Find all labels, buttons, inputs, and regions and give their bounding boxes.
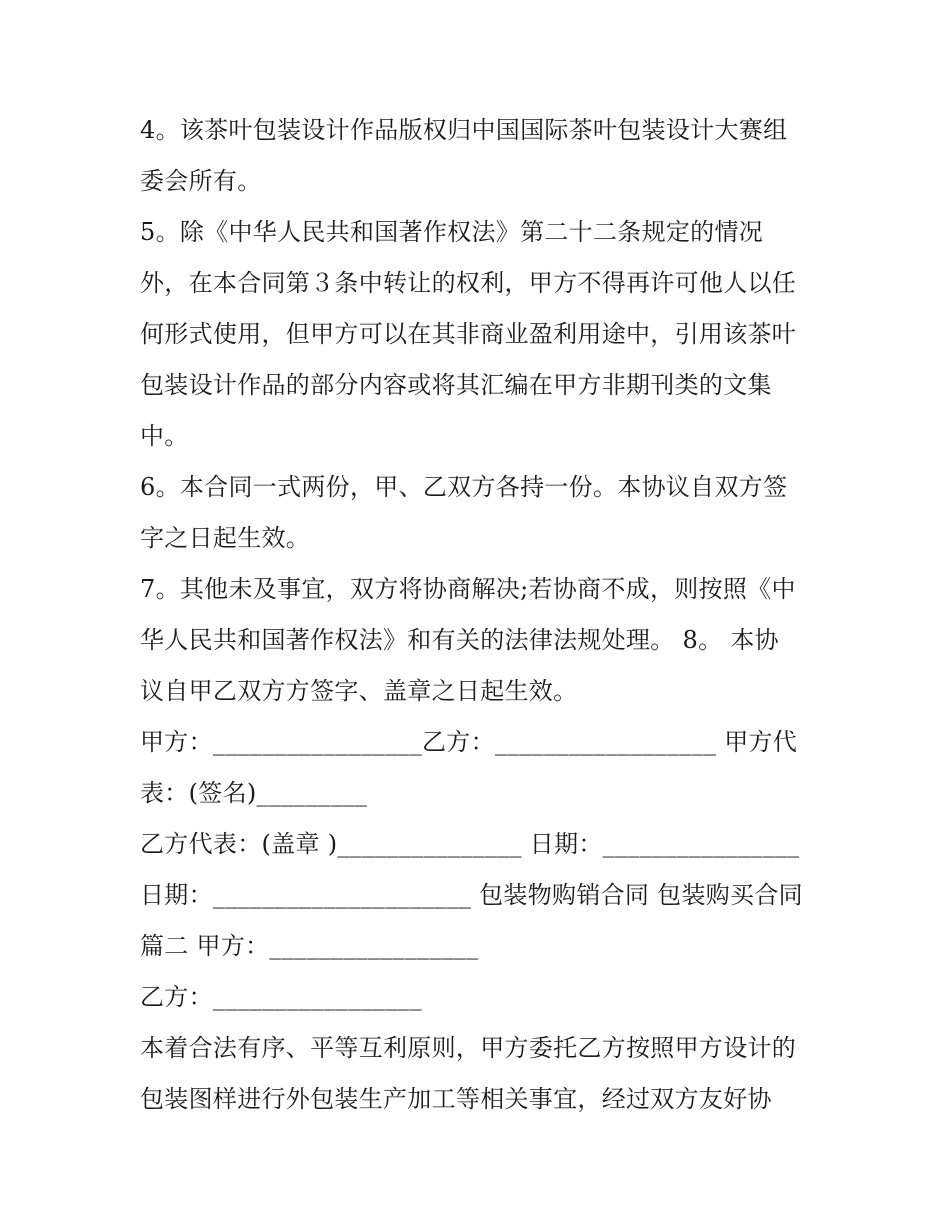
clause-5-line-1: 5。除《中华人民共和国著作权法》第二十二条规定的情况 (140, 218, 764, 246)
clause-6-line-2: 字之日起生效。 (140, 524, 311, 552)
preamble-line-1: 本着合法有序、平等互利原则，甲方委托乙方按照甲方设计的 (140, 1034, 797, 1062)
clause-7-line-1: 7。其他未及事宜，双方将协商解决;若协商不成，则按照《中 (140, 575, 796, 603)
preamble-line-2: 包装图样进行外包装生产加工等相关事宜，经过双方友好协 (140, 1085, 772, 1113)
party-signature-line-3: 乙方代表：(盖章 )_______________ 日期：________________ (140, 830, 800, 858)
clause-4-line-1: 4。该茶叶包装设计作品版权归中国国际茶叶包装设计大赛组 (140, 116, 788, 144)
clause-4-line-2: 委会所有。 (140, 167, 262, 195)
date-and-title-line: 日期：_____________________ 包装物购销合同 包装购买合同 (140, 881, 803, 909)
clause-5-line-3: 何形式使用，但甲方可以在其非商业盈利用途中，引用该茶叶 (140, 320, 797, 348)
contract-two-party-b: 乙方：_________________ (140, 983, 422, 1011)
clause-5-line-5: 中。 (140, 422, 189, 450)
contract-two-party-a: 篇二 甲方：_________________ (140, 932, 479, 960)
clause-5-line-2: 外，在本合同第３条中转让的权利，甲方不得再许可他人以任 (140, 269, 797, 297)
document-body (140, 105, 820, 1125)
party-signature-line-2: 表：(签名)_________ (140, 779, 368, 807)
party-signature-line-1: 甲方：_________________乙方：__________________ 甲方代 (140, 728, 798, 756)
clause-7-line-2: 华人民共和国著作权法》和有关的法律法规处理。 8。 本协 (140, 626, 779, 654)
clause-5-line-4: 包装设计作品的部分内容或将其汇编在甲方非期刊类的文集 (140, 371, 772, 399)
clause-8-line: 议自甲乙双方方签字、盖章之日起生效。 (140, 677, 578, 705)
clause-6-line-1: 6。本合同一式两份，甲、乙双方各持一份。本协议自双方签 (140, 473, 788, 501)
